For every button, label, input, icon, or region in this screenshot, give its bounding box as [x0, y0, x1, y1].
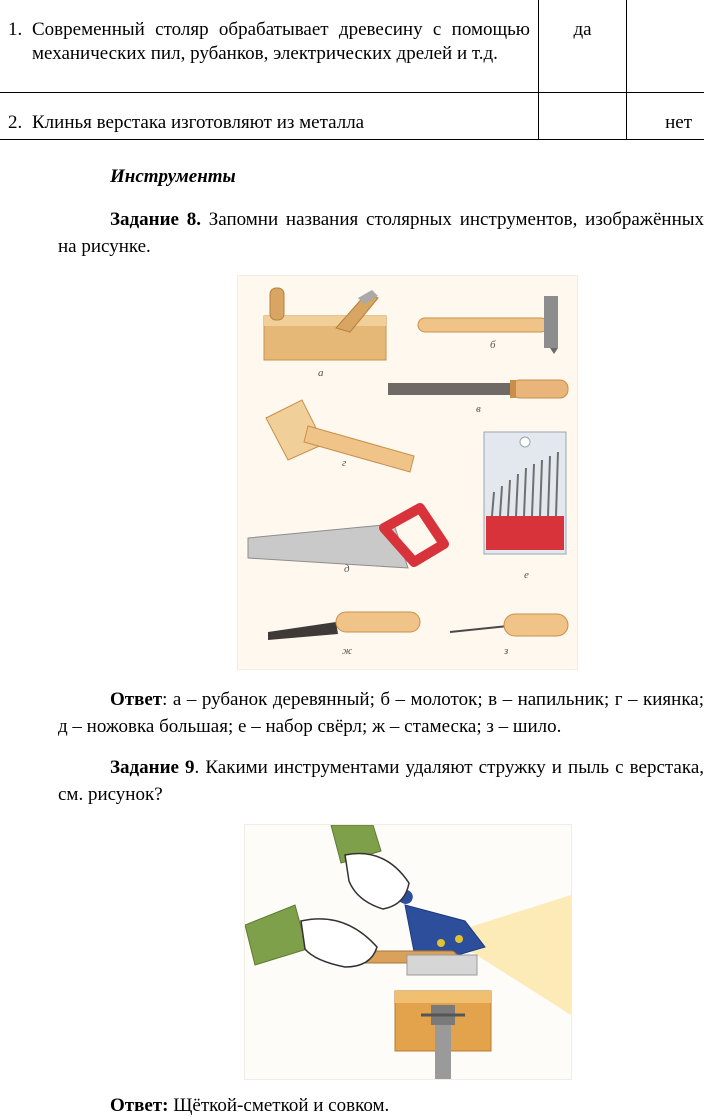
cleaning-illustration [244, 824, 572, 1080]
task-9 [58, 754, 704, 808]
label-zh: ж [342, 645, 353, 657]
answer-label: Ответ [110, 689, 163, 710]
tools-illustration [237, 275, 578, 670]
workbench-vise-icon [395, 991, 491, 1079]
answer-text: Щёткой-сметкой и совком. [168, 1095, 390, 1116]
question-text: Клинья верстака изготовляют из металла [32, 112, 365, 133]
file-icon [388, 380, 568, 398]
label-a: а [318, 367, 324, 379]
label-v: в [476, 403, 481, 415]
mallet-icon [266, 400, 414, 472]
cleaning-drawing [245, 825, 571, 1079]
label-g: г [342, 457, 347, 469]
label-b: б [490, 339, 496, 351]
label-e: е [524, 569, 529, 581]
table-row [0, 93, 704, 140]
answer-no-cell: нет [627, 93, 704, 140]
task-label: Задание 8. [110, 209, 201, 230]
label-z: з [504, 645, 509, 657]
row-number: 2. [8, 112, 23, 133]
awl-icon [450, 614, 568, 636]
task-label: Задание 9 [110, 757, 195, 778]
plane-icon [264, 288, 386, 360]
label-d: д [344, 563, 350, 575]
answer-text: : а – рубанок деревянный; б – молоток; в – напильник; г – киянка; д – ножовка большая; е – набор свёрл; ж – стамеска; з – шило. [58, 689, 704, 737]
tools-drawing [238, 276, 577, 669]
true-false-table [0, 0, 704, 140]
table-row [0, 0, 704, 93]
hammer-icon [418, 296, 558, 354]
answer-9 [110, 1094, 389, 1118]
hand-left-icon [245, 905, 377, 967]
task-text: . Какими инструментами удаляют стружку и пыль с верстака, см. рисунок? [58, 757, 704, 805]
chisel-icon [268, 612, 420, 640]
question-cell [0, 93, 539, 140]
hand-right-icon [331, 825, 409, 909]
answer-yes-cell: да [539, 0, 627, 93]
row-number: 1. [8, 19, 23, 40]
saw-icon [248, 508, 444, 568]
question-cell [0, 0, 539, 93]
answer-yes-cell [539, 93, 627, 140]
task-text: Запомни названия столярных инструментов, изображённых на рисунке. [58, 209, 704, 257]
answer-8 [58, 686, 704, 740]
question-text: Современный столяр обрабатывает древесину с помощью механических пил, рубанков, электрических дрелей и т.д. [32, 19, 530, 64]
task-8 [58, 206, 704, 260]
drill-set-icon [484, 432, 566, 554]
answer-label: Ответ: [110, 1095, 169, 1116]
answer-no-cell [627, 0, 704, 93]
brush-icon [357, 951, 477, 975]
section-title: Инструменты [110, 166, 236, 187]
